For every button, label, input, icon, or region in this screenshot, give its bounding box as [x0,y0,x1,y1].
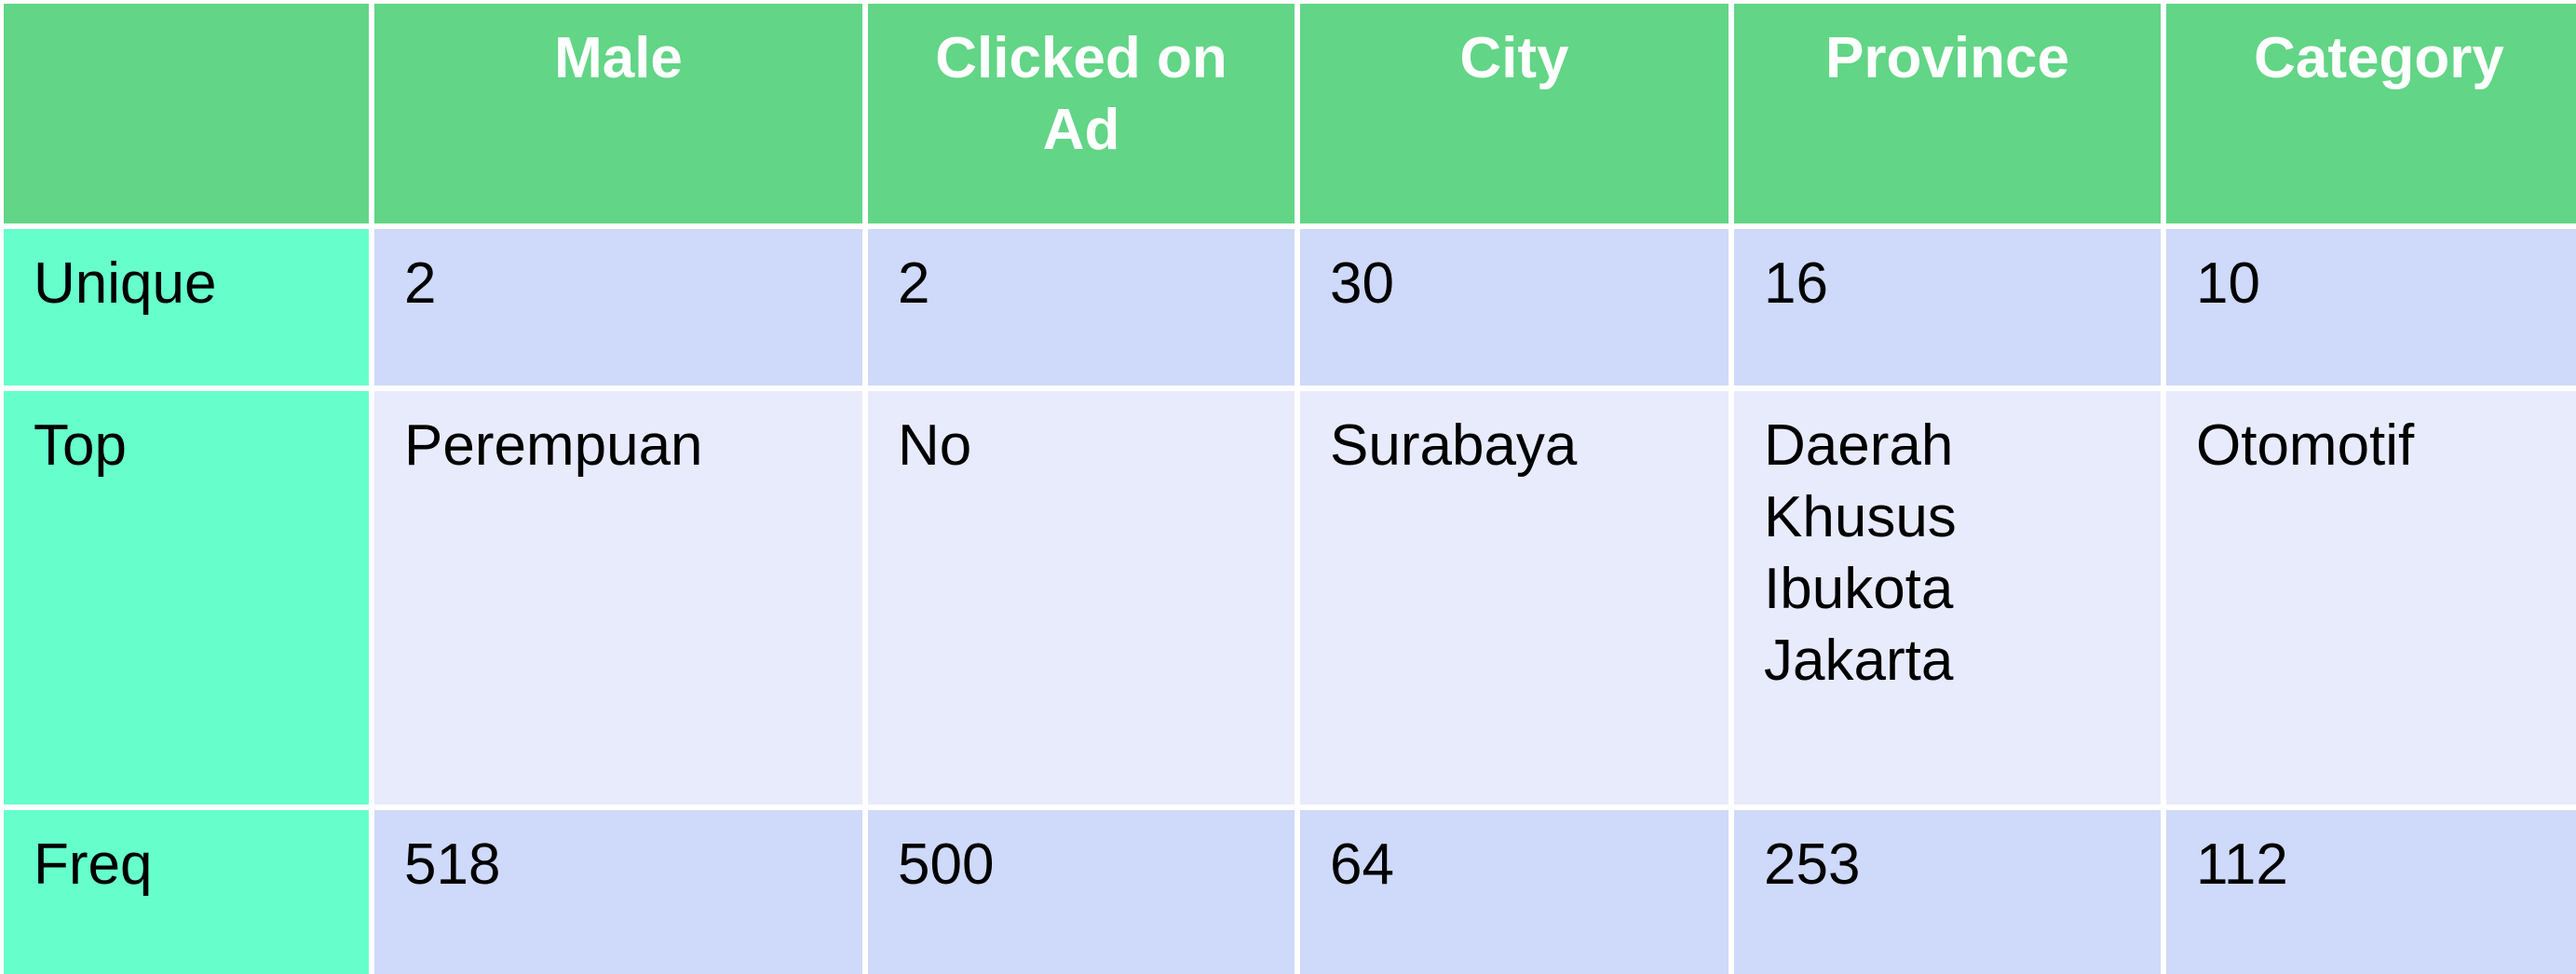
cell-unique-category: 10 [2166,229,2576,386]
cell-freq-province: 253 [1734,810,2161,974]
header-clicked-on-ad: Clicked on Ad [868,4,1295,223]
cell-unique-province: 16 [1734,229,2161,386]
header-corner [4,4,369,223]
header-male: Male [374,4,862,223]
row-label-unique: Unique [4,229,369,386]
cell-unique-clicked-on-ad: 2 [868,229,1295,386]
cell-top-city: Surabaya [1300,391,1729,805]
cell-freq-clicked-on-ad: 500 [868,810,1295,974]
cell-freq-city: 64 [1300,810,1729,974]
header-city: City [1300,4,1729,223]
cell-unique-city: 30 [1300,229,1729,386]
cell-top-male: Perempuan [374,391,862,805]
cell-unique-male: 2 [374,229,862,386]
cell-freq-male: 518 [374,810,862,974]
header-province: Province [1734,4,2161,223]
cell-top-category: Otomotif [2166,391,2576,805]
row-label-top: Top [4,391,369,805]
cell-freq-category: 112 [2166,810,2576,974]
row-label-freq: Freq [4,810,369,974]
cell-top-province: Daerah Khusus Ibukota Jakarta [1734,391,2161,805]
header-category: Category [2166,4,2576,223]
cell-top-clicked-on-ad: No [868,391,1295,805]
